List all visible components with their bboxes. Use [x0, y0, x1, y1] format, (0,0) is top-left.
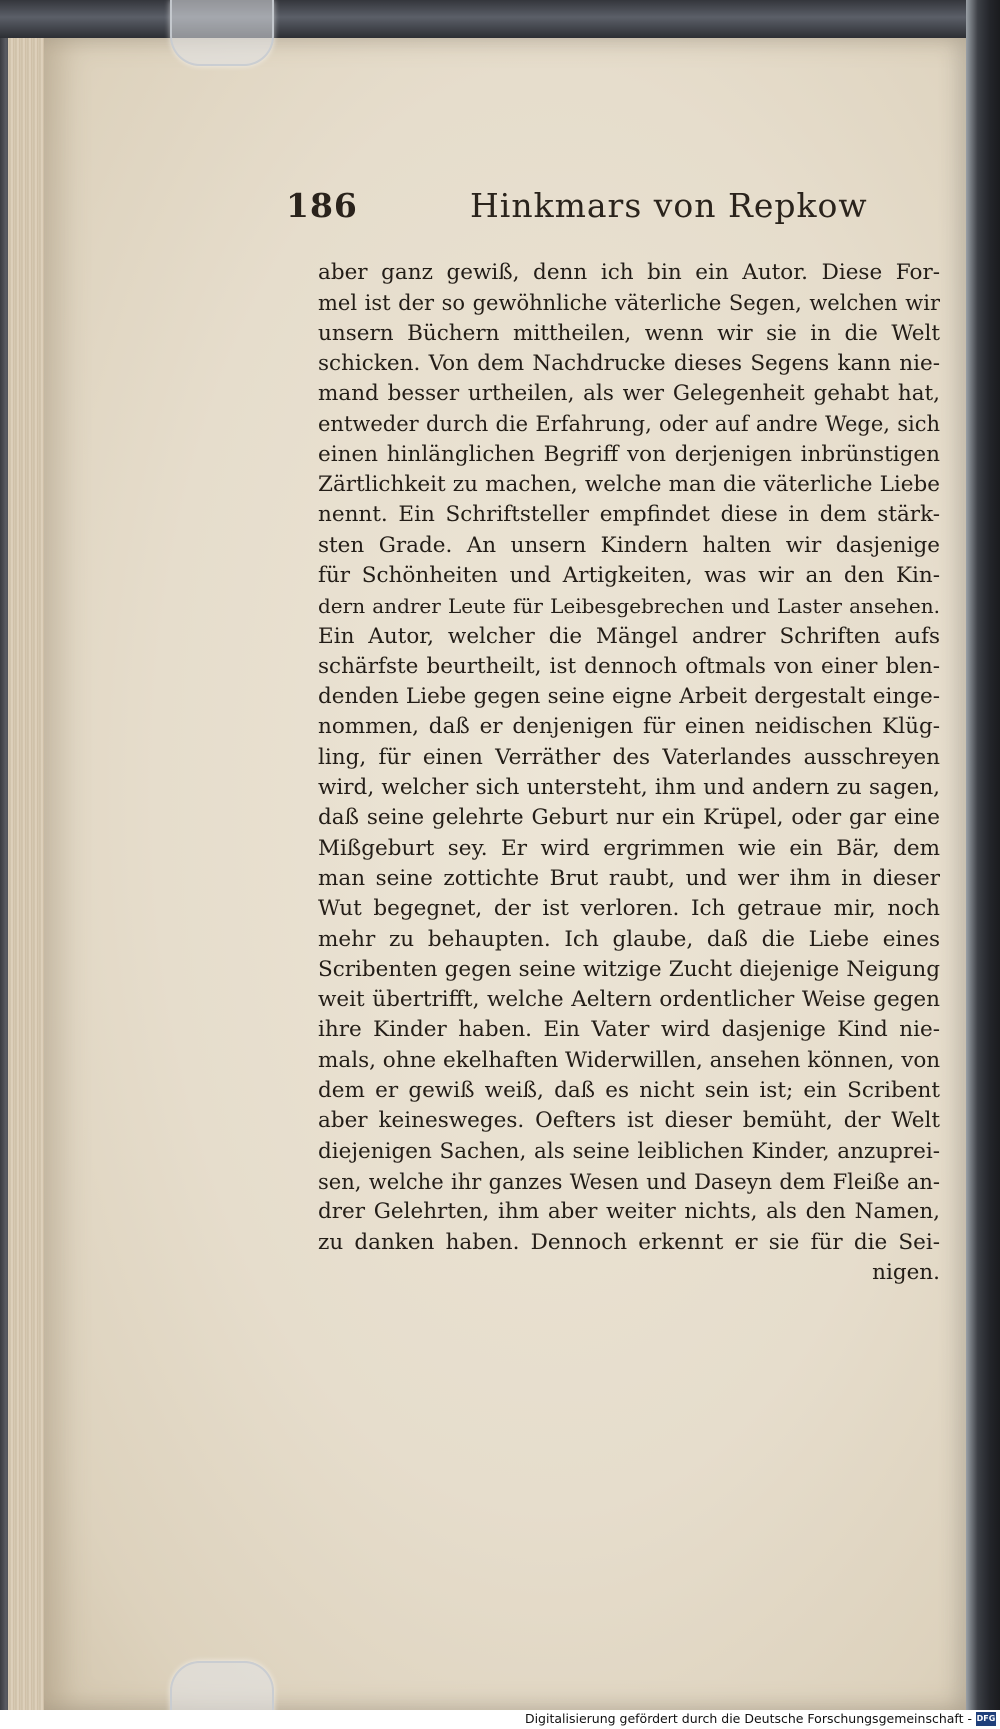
text-line: schärfste beurtheilt, ist dennoch oftmals von einer blen-: [318, 653, 940, 679]
funding-credit: Digitalisierung gefördert durch die Deutsche Forschungsgemeinschaft -: [524, 1711, 972, 1726]
page-header: [274, 186, 954, 230]
text-line: mehr zu behaupten. Ich glaube, daß die Liebe eines: [318, 926, 940, 952]
text-line: man seine zottichte Brut raubt, und wer ihm in dieser: [318, 865, 940, 891]
running-head: Hinkmars von Repkow: [470, 186, 868, 225]
book-spine-edge: [966, 0, 1000, 1729]
text-line: sen, welche ihr ganzes Wesen und Daseyn dem Fleiße an-: [318, 1169, 940, 1194]
text-line: für Schönheiten und Artigkeiten, was wir an den Kin-: [318, 562, 940, 588]
body-text: [318, 258, 940, 1288]
text-line: nennt. Ein Schriftsteller empfindet diese in dem stärk-: [318, 502, 940, 528]
text-line: zu danken haben. Dennoch erkennt er sie für die Sei-: [318, 1229, 940, 1255]
text-line: einen hinlänglichen Begriff von derjenigen inbrünstigen: [318, 441, 940, 467]
text-line: mand besser urtheilen, als wer Gelegenheit gehabt hat,: [318, 381, 940, 407]
text-line: Wut begegnet, der ist verloren. Ich getraue mir, noch: [318, 896, 940, 922]
text-line: aber ganz gewiß, denn ich bin ein Autor. Diese For-: [318, 260, 940, 285]
text-line: mel ist der so gewöhnliche väterliche Segen, welchen wir: [318, 291, 940, 316]
text-line: unsern Büchern mittheilen, wenn wir sie in die Welt: [318, 320, 940, 346]
text-line: denden Liebe gegen seine eigne Arbeit dergestalt einge-: [318, 684, 940, 710]
text-line: Scribenten gegen seine witzige Zucht diejenige Neigung: [318, 956, 940, 982]
text-line: drer Gelehrten, ihm aber weiter nichts, als den Namen,: [318, 1199, 940, 1225]
dfg-logo: DFG: [976, 1712, 996, 1726]
text-line: dem er gewiß weiß, daß es nicht sein ist; ein Scribent: [318, 1078, 940, 1104]
text-line: Ein Autor, welcher die Mängel andrer Schriften aufs: [318, 623, 940, 649]
scanner-background-top: [0, 0, 1000, 38]
page-edges: [8, 38, 45, 1710]
page-number: 186: [286, 186, 358, 225]
text-line: dern andrer Leute für Leibesgebrechen und Laster ansehen.: [318, 594, 940, 619]
page-holder-clip-top: [170, 0, 274, 66]
text-line: Mißgeburt sey. Er wird ergrimmen wie ein Bär, dem: [318, 835, 940, 861]
text-line: daß seine gelehrte Geburt nur ein Krüpel, oder gar eine: [318, 805, 940, 831]
text-line: ling, für einen Verräther des Vaterlandes ausschreyen: [318, 744, 940, 770]
text-line: wird, welcher sich untersteht, ihm und andern zu sagen,: [318, 775, 940, 801]
text-line: nigen.: [872, 1259, 940, 1285]
text-line: sten Grade. An unsern Kindern halten wir dasjenige: [318, 532, 940, 558]
text-line: schicken. Von dem Nachdrucke dieses Segens kann nie-: [318, 350, 940, 376]
text-line: nommen, daß er denjenigen für einen neidischen Klüg-: [318, 714, 940, 740]
text-line: ihre Kinder haben. Ein Vater wird dasjenige Kind nie-: [318, 1017, 940, 1043]
text-line: mals, ohne ekelhaften Widerwillen, ansehen können, von: [318, 1047, 940, 1073]
text-line: weit übertrifft, welche Aeltern ordentlicher Weise gegen: [318, 987, 940, 1013]
text-line: diejenigen Sachen, als seine leiblichen Kinder, anzuprei-: [318, 1138, 940, 1164]
digitization-footer: [0, 1710, 1000, 1729]
text-line: entweder durch die Erfahrung, oder auf andre Wege, sich: [318, 412, 940, 437]
text-line: aber keinesweges. Oefters ist dieser bemüht, der Welt: [318, 1108, 940, 1134]
text-line: Zärtlichkeit zu machen, welche man die väterliche Liebe: [318, 472, 940, 498]
